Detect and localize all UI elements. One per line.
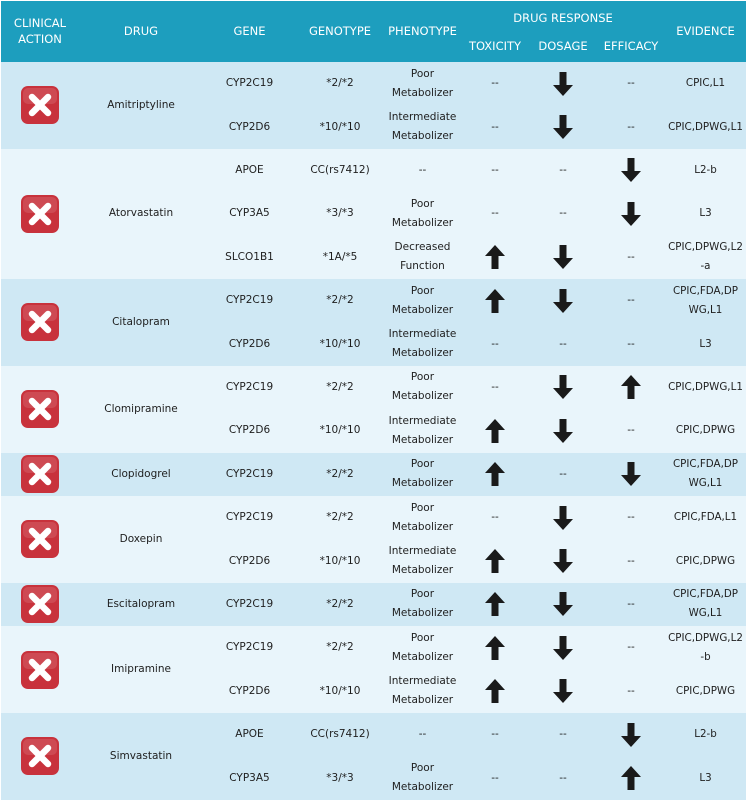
- evidence-cell: CPIC,DPWG: [675, 554, 736, 567]
- gene-cell: CYP2C19: [225, 511, 274, 524]
- evidence-cell: CPIC,FDA,L1: [673, 511, 738, 524]
- phenotype-cell: Poor Metabolizer: [391, 501, 454, 533]
- x-mark-icon: [20, 584, 60, 624]
- evidence-cell: CPIC,FDA,DP WG,L1: [672, 284, 739, 316]
- phenotype-cell: Poor Metabolizer: [391, 67, 454, 99]
- toxicity-arrow-up-icon: [484, 461, 506, 487]
- genotype-cell: *3/*3: [326, 207, 354, 220]
- drug-group: [1, 149, 746, 279]
- efficacy-cell: --: [627, 77, 635, 90]
- drug-group: [1, 583, 746, 626]
- toxicity-cell: --: [491, 163, 499, 176]
- drug-name: Clomipramine: [104, 402, 178, 415]
- efficacy-arrow-down-icon: [620, 157, 642, 183]
- evidence-cell: L2-b: [694, 163, 717, 176]
- evidence-cell: CPIC,DPWG: [675, 424, 736, 437]
- toxicity-cell: --: [491, 207, 499, 220]
- toxicity-cell: --: [491, 120, 499, 133]
- phenotype-cell: --: [418, 163, 427, 176]
- genotype-cell: *10/*10: [319, 554, 361, 567]
- genotype-cell: *2/*2: [326, 511, 354, 524]
- evidence-cell: CPIC,FDA,DP WG,L1: [672, 588, 739, 620]
- header-genotype: GENOTYPE: [308, 24, 372, 38]
- genotype-cell: *10/*10: [319, 337, 361, 350]
- phenotype-cell: Poor Metabolizer: [391, 197, 454, 229]
- toxicity-arrow-up-icon: [484, 591, 506, 617]
- phenotype-cell: Intermediate Metabolizer: [388, 111, 457, 143]
- dosage-arrow-down-icon: [552, 548, 574, 574]
- efficacy-arrow-down-icon: [620, 461, 642, 487]
- toxicity-cell: --: [491, 337, 499, 350]
- phenotype-cell: Intermediate Metabolizer: [388, 545, 457, 577]
- drug-name: Escitalopram: [106, 597, 176, 610]
- x-mark-icon: [20, 194, 60, 234]
- dosage-cell: --: [559, 467, 567, 480]
- dosage-arrow-down-icon: [552, 288, 574, 314]
- dosage-cell: --: [559, 163, 567, 176]
- header-efficacy: EFFICACY: [603, 39, 659, 53]
- gene-cell: CYP3A5: [229, 771, 270, 784]
- phenotype-cell: Poor Metabolizer: [391, 371, 454, 403]
- efficacy-cell: --: [627, 684, 635, 697]
- phenotype-cell: Poor Metabolizer: [391, 588, 454, 620]
- genotype-cell: *10/*10: [319, 424, 361, 437]
- evidence-cell: L3: [699, 771, 712, 784]
- dosage-arrow-down-icon: [552, 418, 574, 444]
- drug-group: [1, 453, 746, 496]
- dosage-cell: --: [559, 207, 567, 220]
- dosage-arrow-down-icon: [552, 374, 574, 400]
- evidence-cell: CPIC,DPWG,L2 -a: [668, 241, 743, 273]
- gene-cell: CYP2C19: [225, 77, 274, 90]
- genotype-cell: *3/*3: [326, 771, 354, 784]
- phenotype-cell: Decreased Function: [394, 241, 451, 273]
- dosage-arrow-down-icon: [552, 114, 574, 140]
- phenotype-cell: Poor Metabolizer: [391, 762, 454, 794]
- dosage-cell: --: [559, 728, 567, 741]
- x-mark-icon: [20, 389, 60, 429]
- toxicity-cell: --: [491, 380, 499, 393]
- genotype-cell: *2/*2: [326, 77, 354, 90]
- toxicity-cell: --: [491, 728, 499, 741]
- evidence-cell: CPIC,DPWG: [675, 684, 736, 697]
- drug-name: Imipramine: [111, 663, 171, 676]
- genotype-cell: *2/*2: [326, 380, 354, 393]
- phenotype-cell: Intermediate Metabolizer: [388, 328, 457, 360]
- efficacy-cell: --: [627, 511, 635, 524]
- efficacy-cell: --: [627, 294, 635, 307]
- genotype-cell: *10/*10: [319, 684, 361, 697]
- genotype-cell: *2/*2: [326, 467, 354, 480]
- efficacy-cell: --: [627, 597, 635, 610]
- efficacy-cell: --: [627, 424, 635, 437]
- drug-group: [1, 496, 746, 583]
- dosage-arrow-down-icon: [552, 505, 574, 531]
- drug-name: Doxepin: [119, 532, 163, 545]
- genotype-cell: CC(rs7412): [310, 163, 370, 176]
- efficacy-arrow-up-icon: [620, 765, 642, 791]
- evidence-cell: CPIC,DPWG,L2 -b: [668, 631, 743, 663]
- efficacy-cell: --: [627, 337, 635, 350]
- gene-cell: CYP2D6: [228, 424, 271, 437]
- header-phenotype: PHENOTYPE: [388, 24, 457, 38]
- phenotype-cell: Poor Metabolizer: [391, 284, 454, 316]
- gene-cell: SLCO1B1: [225, 250, 274, 263]
- drug-group: [1, 626, 746, 713]
- toxicity-arrow-up-icon: [484, 548, 506, 574]
- drug-group: [1, 366, 746, 453]
- header-toxicity: TOXICITY: [468, 39, 522, 53]
- drug-name: Citalopram: [112, 315, 170, 328]
- header-dosage: DOSAGE: [538, 39, 588, 53]
- efficacy-arrow-down-icon: [620, 201, 642, 227]
- dosage-cell: --: [559, 771, 567, 784]
- genotype-cell: CC(rs7412): [310, 728, 370, 741]
- drug-name: Simvastatin: [109, 749, 173, 762]
- gene-cell: CYP2C19: [225, 380, 274, 393]
- header-drug: DRUG: [123, 24, 159, 38]
- efficacy-arrow-down-icon: [620, 722, 642, 748]
- genotype-cell: *2/*2: [326, 641, 354, 654]
- gene-cell: CYP2D6: [228, 554, 271, 567]
- genotype-cell: *10/*10: [319, 120, 361, 133]
- toxicity-arrow-up-icon: [484, 678, 506, 704]
- evidence-cell: CPIC,L1: [685, 77, 726, 90]
- toxicity-arrow-up-icon: [484, 244, 506, 270]
- evidence-cell: CPIC,FDA,DP WG,L1: [672, 458, 739, 490]
- drug-name: Clopidogrel: [111, 467, 171, 480]
- toxicity-cell: --: [491, 771, 499, 784]
- x-mark-icon: [20, 736, 60, 776]
- x-mark-icon: [20, 302, 60, 342]
- dosage-arrow-down-icon: [552, 635, 574, 661]
- header-evidence: EVIDENCE: [676, 24, 735, 38]
- gene-cell: APOE: [235, 728, 264, 741]
- gene-cell: CYP2C19: [225, 294, 274, 307]
- gene-cell: APOE: [235, 163, 264, 176]
- gene-cell: CYP2D6: [228, 684, 271, 697]
- toxicity-arrow-up-icon: [484, 288, 506, 314]
- genotype-cell: *1A/*5: [322, 250, 358, 263]
- gene-cell: CYP2D6: [228, 120, 271, 133]
- table-header: [1, 1, 746, 62]
- phenotype-cell: Intermediate Metabolizer: [388, 675, 457, 707]
- efficacy-arrow-up-icon: [620, 374, 642, 400]
- gene-cell: CYP2C19: [225, 641, 274, 654]
- evidence-cell: L2-b: [694, 728, 717, 741]
- drug-group: [1, 279, 746, 366]
- evidence-cell: L3: [699, 337, 712, 350]
- genotype-cell: *2/*2: [326, 294, 354, 307]
- dosage-cell: --: [559, 337, 567, 350]
- gene-cell: CYP2C19: [225, 467, 274, 480]
- evidence-cell: CPIC,DPWG,L1: [668, 120, 743, 133]
- drug-group: [1, 713, 746, 800]
- efficacy-cell: --: [627, 250, 635, 263]
- x-mark-icon: [20, 85, 60, 125]
- phenotype-cell: Poor Metabolizer: [391, 458, 454, 490]
- phenotype-cell: Poor Metabolizer: [391, 631, 454, 663]
- evidence-cell: L3: [699, 207, 712, 220]
- toxicity-arrow-up-icon: [484, 635, 506, 661]
- x-mark-icon: [20, 519, 60, 559]
- dosage-arrow-down-icon: [552, 678, 574, 704]
- toxicity-cell: --: [491, 511, 499, 524]
- drug-name: Amitriptyline: [107, 98, 175, 111]
- toxicity-arrow-up-icon: [484, 418, 506, 444]
- x-mark-icon: [20, 650, 60, 690]
- dosage-arrow-down-icon: [552, 591, 574, 617]
- efficacy-cell: --: [627, 641, 635, 654]
- dosage-arrow-down-icon: [552, 244, 574, 270]
- gene-cell: CYP2C19: [225, 597, 274, 610]
- toxicity-cell: --: [491, 77, 499, 90]
- phenotype-cell: Intermediate Metabolizer: [388, 414, 457, 446]
- phenotype-cell: --: [418, 728, 427, 741]
- dosage-arrow-down-icon: [552, 71, 574, 97]
- genotype-cell: *2/*2: [326, 597, 354, 610]
- evidence-cell: CPIC,DPWG,L1: [668, 380, 743, 393]
- pharmacogenomics-table: [1, 1, 746, 800]
- drug-group: [1, 62, 746, 149]
- drug-name: Atorvastatin: [108, 207, 174, 220]
- header-clinical-action: CLINICAL ACTION: [13, 16, 67, 46]
- header-gene: GENE: [233, 24, 266, 38]
- x-mark-icon: [20, 454, 60, 494]
- efficacy-cell: --: [627, 554, 635, 567]
- header-drug-response: DRUG RESPONSE: [513, 11, 613, 25]
- efficacy-cell: --: [627, 120, 635, 133]
- gene-cell: CYP2D6: [228, 337, 271, 350]
- gene-cell: CYP3A5: [229, 207, 270, 220]
